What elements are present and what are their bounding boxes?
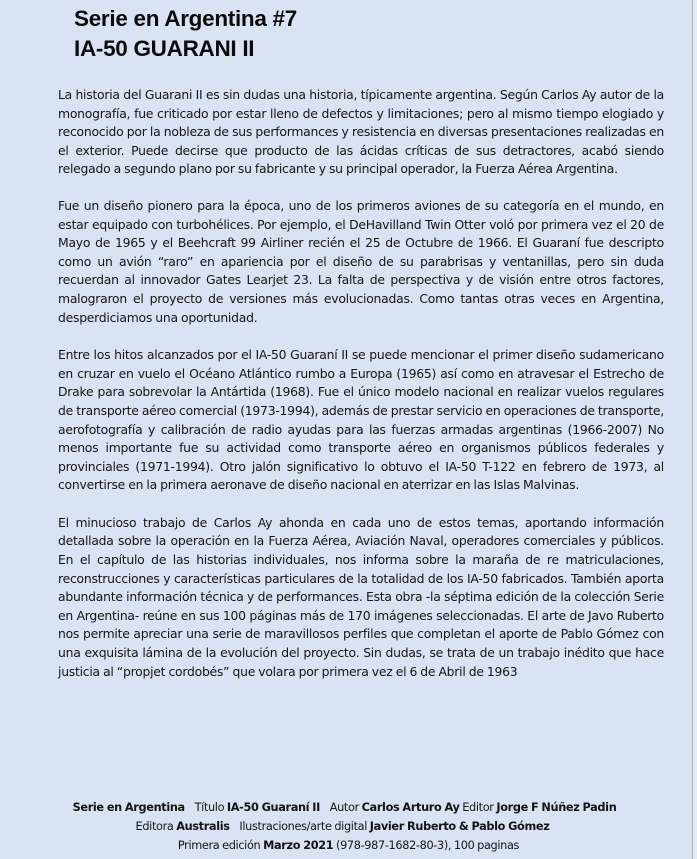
colophon-title-value: IA-50 Guaraní II (226, 801, 320, 814)
paragraph-history: La historia del Guarani II es sin dudas una historia, típicamente argentina. Según Carlos Ay autor de la monografía, fue criticado por estar lleno de defectos y limitaciones; pero al mismo tiempo elogiado y reconocido por la nobleza de sus performances y resistencia en diversas presentaciones realizadas en el exterior. Puede decirse que producto de las ácidas críticas de sus detractores, acabó siendo relegado a segundo plano por su fabricante y su principal operador, la Fuerza Aérea Argentina. (58, 87, 664, 177)
colophon-editor-value: Jorge F Núñez Padin (496, 801, 617, 814)
colophon-edition-value: Marzo 2021 (263, 839, 334, 852)
colophon-illustrations-label: Ilustraciones/arte digital (239, 820, 368, 833)
paragraph-milestones: Entre los hitos alcanzados por el IA-50 Guaraní II se puede mencionar el primer diseño sudamericano en cruzar en vuelo el Océano Atlántico rumbo a Europa (1965) así como en atravesar el Estrecho de Drake para sobrevolar la Antártida (1968). Fue el único modelo nacional en realizar vuelos regulares de transporte aéreo comercial (1973-1994), además de prestar servicio en operaciones de transporte, aerofotografía y calibración de radio ayudas para las fuerzas armadas argentinas (1966-2007) No menos importante fue su actividad como transporte aéreo en organismos públicos federales y provinciales (1971-1994). Otro jalón significativo lo obtuvo el IA-50 T-122 en febrero de 1973, al convertirse en la primera aeronave de diseño nacional en aterrizar en las Islas Malvinas. (58, 347, 664, 493)
colophon-illustrations-value: Javier Ruberto & Pablo Gómez (369, 820, 550, 833)
paragraph-book-review: El minucioso trabajo de Carlos Ay ahonda en cada uno de estos temas, aportando información detallada sobre la operación en la Fuerza Aérea, Aviación Naval, operadores comerciales y públicos. En el capítulo de las historias individuales, nos informa sobre la maraña de re matriculaciones, reconstrucciones y características particulares de la totalidad de los IA-50 fabricados. También aporta abundante información técnica y de performances. Esta obra -la séptima edición de la colección Serie en Argentina- reúne en sus 100 páginas más de 170 imágenes seleccionadas. El arte de Javo Ruberto nos permite apreciar una serie de maravillosos perfiles que completan el aporte de Pablo Gómez con una exquisita lámina de la evolución del proyecto. Sin dudas, se trata de un trabajo inédito que hace justicia al “propjet cordobés” que volara por primera vez el 6 de Abril de 1963 (58, 514, 664, 679)
colophon-author-value: Carlos Arturo Ay (361, 801, 460, 814)
colophon-editor-label: Editor (462, 801, 494, 814)
aircraft-title: IA-50 GUARANI II (74, 36, 255, 61)
colophon-author-label: Autor (329, 801, 359, 814)
page-right-margin (693, 0, 697, 859)
colophon-isbn-pages: (978-987-1682-80-3), 100 paginas (336, 839, 520, 852)
book-colophon (0, 798, 697, 855)
colophon-publisher-value: Australis (176, 820, 230, 833)
page-title (74, 4, 297, 64)
colophon-series: Serie en Argentina (72, 801, 185, 814)
series-title: Serie en Argentina #7 (74, 6, 297, 31)
paragraph-design: Fue un diseño pionero para la época, uno de los primeros aviones de su categoría en el mundo, en estar equipado con turbohélices. Por ejemplo, el DeHavilland Twin Otter voló por primera vez el 20 de Mayo de 1965 y el Beehcraft 99 Airliner recién el 25 de Octubre de 1966. El Guaraní fue descripto como un avión “raro” en apariencia por el diseño de su parabrisas y ventanillas, pero sin duda recuerdan al innovador Gates Learjet 23. La falta de perspectiva y de visión entre otros factores, malograron el proyecto de versiones más evolucionadas. Como tantas otras veces en Argentina, desperdiciamos una oportunidad. (58, 197, 664, 325)
colophon-publisher-label: Editora (135, 820, 174, 833)
colophon-line-1 (0, 798, 697, 817)
article-body (58, 86, 664, 700)
colophon-title-label: Título (194, 801, 225, 814)
colophon-edition-label: Primera edición (177, 839, 261, 852)
colophon-line-2 (0, 817, 697, 836)
colophon-line-3 (0, 836, 697, 855)
